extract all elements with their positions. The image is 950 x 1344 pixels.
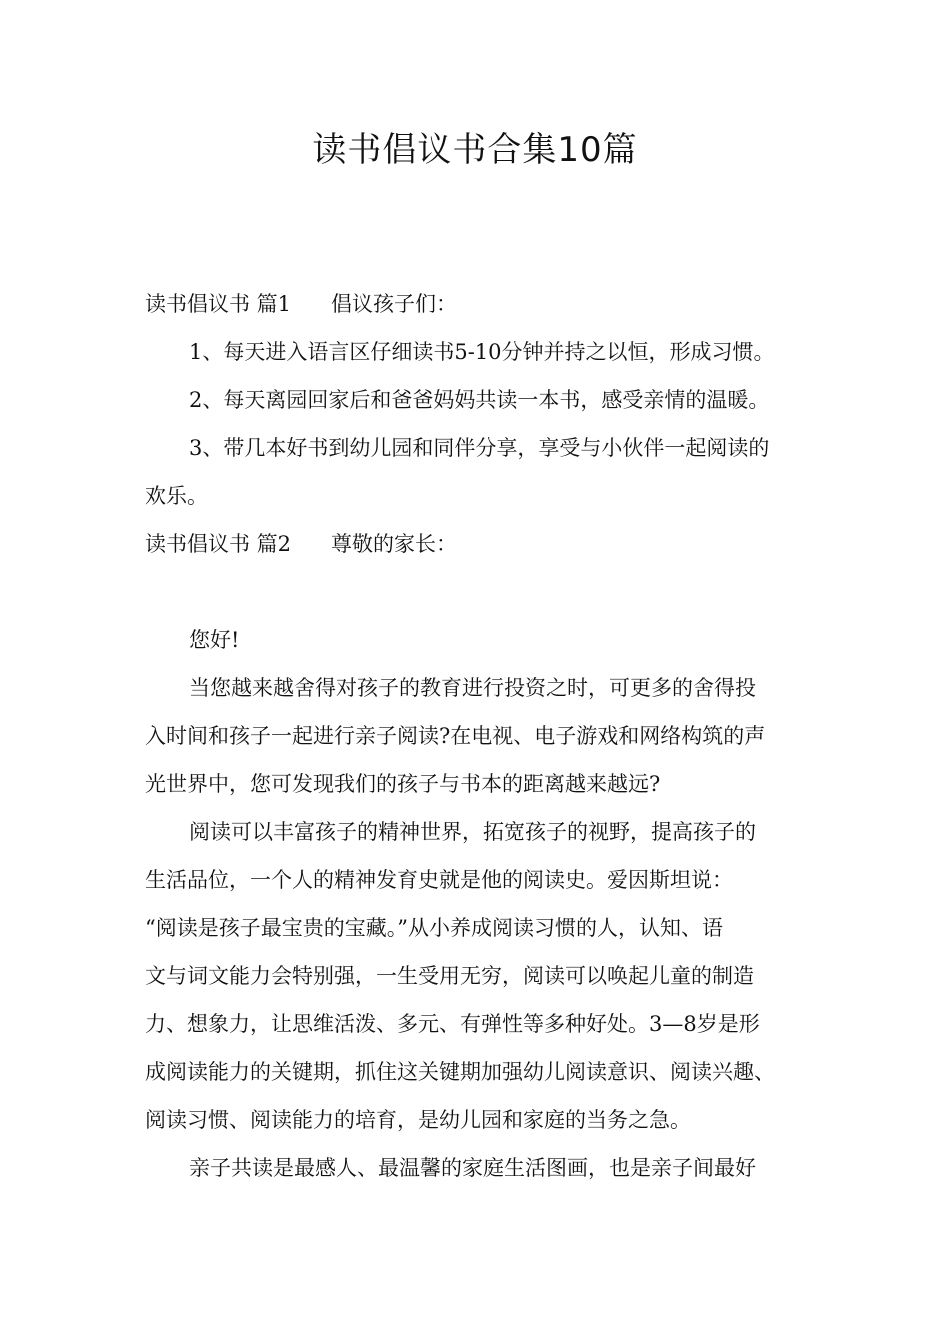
paragraph-line: “阅读是孩子最宝贵的宝藏。”从小养成阅读习惯的人，认知、语 — [145, 916, 723, 940]
section-label: 读书倡议书 篇2 — [145, 532, 292, 556]
paragraph-line: 光世界中，您可发现我们的孩子与书本的距离越来越远? — [145, 772, 661, 796]
list-item-continuation: 欢乐。 — [145, 484, 208, 508]
section-label: 读书倡议书 篇1 — [145, 292, 292, 316]
paragraph-line: 生活品位，一个人的精神发育史就是他的阅读史。爱因斯坦说： — [145, 868, 733, 892]
paragraph-line: 入时间和孩子一起进行亲子阅读?在电视、电子游戏和网络构筑的声 — [145, 724, 766, 748]
document-body — [145, 280, 825, 1192]
list-item: 3、带几本好书到幼儿园和同伴分享，享受与小伙伴一起阅读的 — [189, 436, 770, 460]
paragraph-line: 文与词文能力会特别强，一生受用无穷，阅读可以唤起儿童的制造 — [145, 964, 754, 988]
blank-line — [145, 568, 825, 616]
section-greeting: 尊敬的家长： — [331, 532, 458, 556]
section-heading-1 — [145, 280, 825, 328]
paragraph-line: 亲子共读是最感人、最温馨的家庭生活图画，也是亲子间最好 — [189, 1156, 756, 1180]
document-title: 读书倡议书合集10篇 — [312, 130, 638, 170]
paragraph-line: 成阅读能力的关键期，抓住这关键期加强幼儿阅读意识、阅读兴趣、 — [145, 1060, 775, 1084]
paragraph-line: 阅读习惯、阅读能力的培育，是幼儿园和家庭的当务之急。 — [145, 1108, 691, 1132]
salutation: 您好! — [189, 628, 240, 652]
section-greeting: 倡议孩子们： — [331, 292, 458, 316]
paragraph-line: 当您越来越舍得对孩子的教育进行投资之时，可更多的舍得投 — [189, 676, 756, 700]
section-heading-2 — [145, 520, 825, 568]
paragraph-line: 阅读可以丰富孩子的精神世界，拓宽孩子的视野，提高孩子的 — [189, 820, 756, 844]
list-item: 1、每天进入语言区仔细读书5-10分钟并持之以恒，形成习惯。 — [189, 340, 775, 364]
paragraph-line: 力、想象力，让思维活泼、多元、有弹性等多种好处。3—8岁是形 — [145, 1012, 760, 1036]
list-item: 2、每天离园回家后和爸爸妈妈共读一本书，感受亲情的温暖。 — [189, 388, 770, 412]
